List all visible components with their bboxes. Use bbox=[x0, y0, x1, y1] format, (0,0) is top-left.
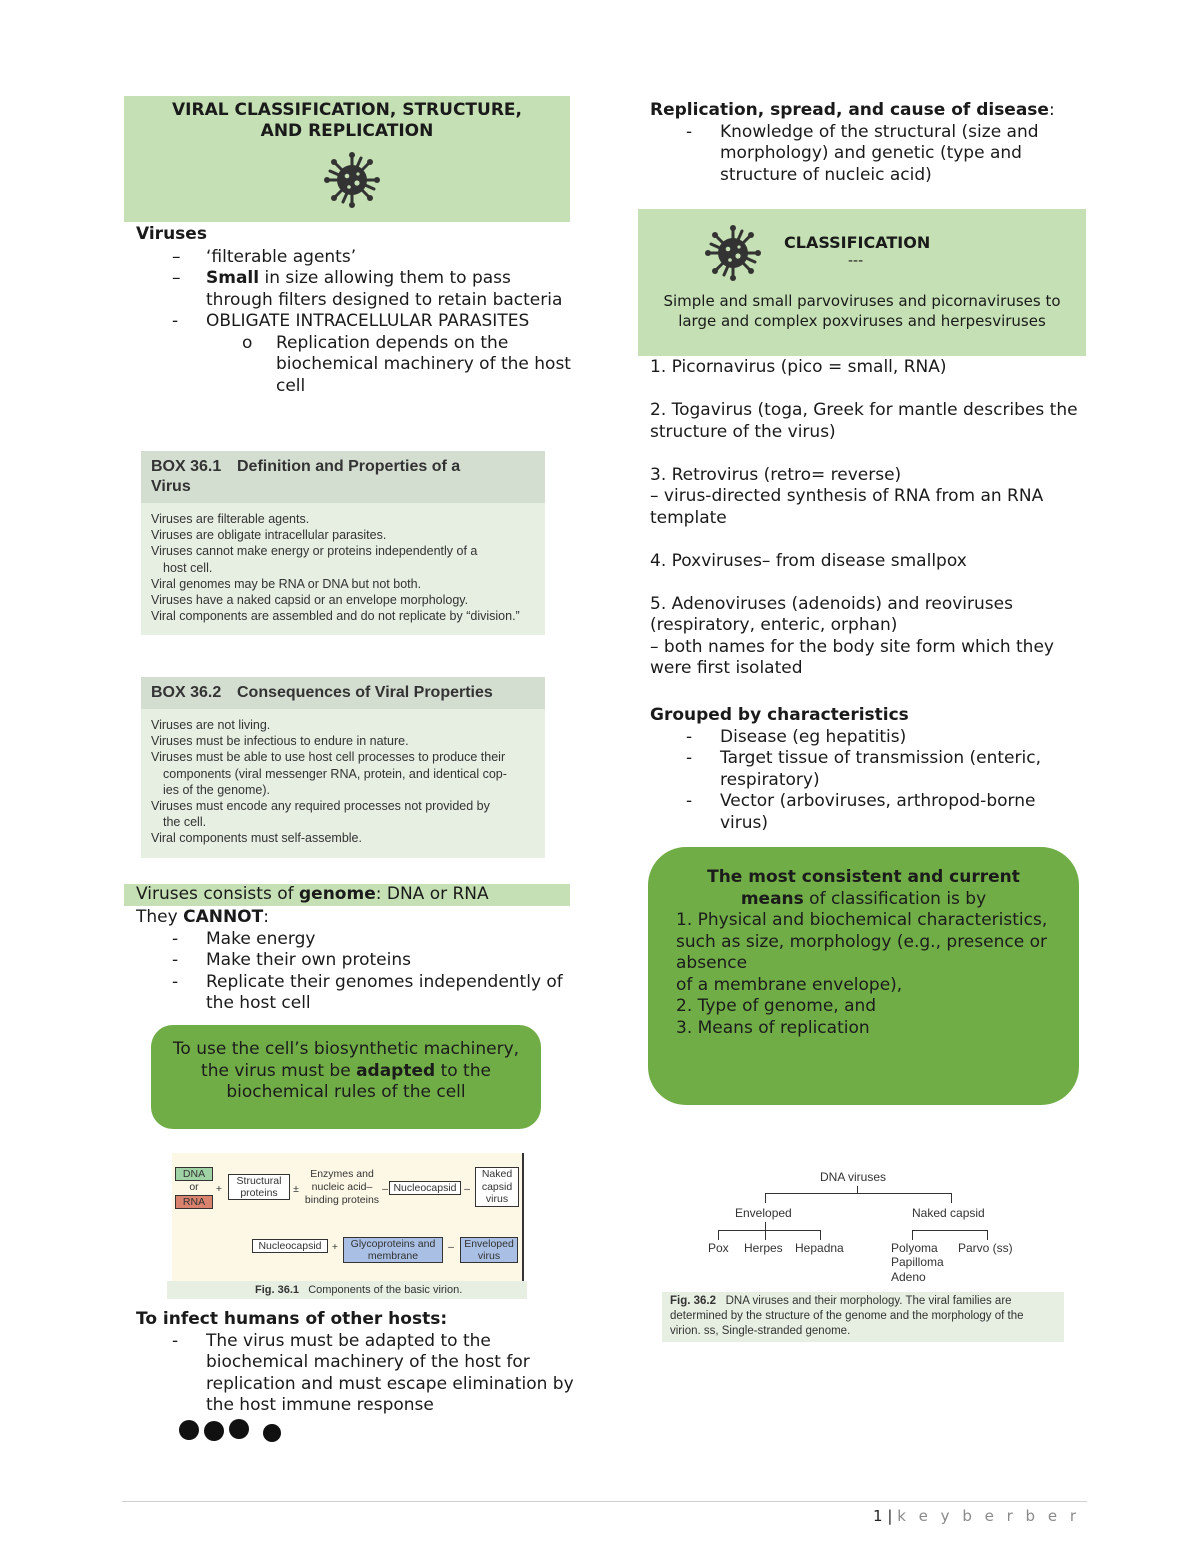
replication-heading: Replication, spread, and cause of disease: bbox=[650, 100, 1055, 120]
box-line: Viral components are assembled and do not replicate by “division.” bbox=[151, 609, 520, 624]
list-item: – Small in size allowing them to pass through filters designed to retain bacteria bbox=[136, 268, 576, 311]
page-number: 1 bbox=[873, 1507, 883, 1525]
callout-line: 2. Type of genome, and bbox=[676, 996, 877, 1016]
decorative-dots-icon bbox=[176, 1418, 288, 1444]
classification-desc: Simple and small parvoviruses and picornaviruses to large and complex poxviruses and herpesviruses bbox=[663, 292, 1061, 330]
infect-section bbox=[136, 1309, 576, 1417]
tree-naked-capsid: Naked capsid bbox=[912, 1206, 985, 1220]
tree-line bbox=[987, 1230, 988, 1240]
cannot-list bbox=[136, 929, 576, 1015]
callout-heading-cont: means of classification is by bbox=[740, 888, 987, 909]
genome-highlight: Viruses consists of genome: DNA or RNA bbox=[124, 884, 570, 906]
adapted-callout: To use the cell’s biosynthetic machinery, the virus must be adapted to the biochemical rules of the cell bbox=[151, 1025, 541, 1129]
replication-section bbox=[650, 100, 1080, 186]
enzymes-text: Enzymes and nucleic acid– binding proteins bbox=[304, 1168, 380, 1206]
box-line: Viral components must self-assemble. bbox=[151, 831, 362, 846]
footer-separator: | bbox=[887, 1507, 893, 1525]
sub-list-item: o Replication depends on the biochemical machinery of the host cell bbox=[242, 332, 571, 396]
box-line: Viruses must be infectious to endure in nature. bbox=[151, 734, 409, 749]
tree-adeno: Adeno bbox=[891, 1270, 926, 1284]
box-36-2 bbox=[141, 677, 545, 858]
tree-herpes: Herpes bbox=[744, 1241, 783, 1255]
tree-line bbox=[765, 1193, 766, 1203]
list-item: - Replicate their genomes independently of the host cell bbox=[136, 972, 576, 1015]
rna-box: RNA bbox=[175, 1195, 213, 1209]
tree-line bbox=[912, 1230, 913, 1240]
list-item: - Disease (eg hepatitis) bbox=[650, 727, 1080, 749]
tree-papilloma: Papilloma bbox=[891, 1255, 944, 1269]
naked-capsid-box: Naked capsid virus bbox=[475, 1167, 519, 1207]
arrow-dash: – bbox=[382, 1183, 388, 1195]
dna-box: DNA bbox=[175, 1167, 213, 1181]
box-line: Viruses are obligate intracellular parasites. bbox=[151, 528, 387, 543]
box-number: BOX 36.2 bbox=[151, 684, 222, 701]
list-item: 2. Togavirus (toga, Greek for mantle describes the structure of the virus) bbox=[650, 400, 1078, 442]
list-item: - OBLIGATE INTRACELLULAR PARASITES bbox=[136, 311, 576, 333]
footer-brand: k e y b e r b e r bbox=[897, 1507, 1080, 1525]
circle-bullet: o bbox=[242, 332, 253, 353]
box-line: Viruses cannot make energy or proteins independently of a bbox=[151, 544, 478, 559]
box-line: Viruses must be able to use host cell processes to produce their bbox=[151, 750, 506, 765]
list-item: – ‘filterable agents’ bbox=[136, 247, 576, 269]
fig-36-2-caption: Fig. 36.2 DNA viruses and their morphology. The viral families are determined by the structure of the genome and the morphology of the virion. ss, Single-stranded genome. bbox=[662, 1292, 1064, 1342]
structural-proteins-box: Structural proteins bbox=[228, 1174, 290, 1200]
box-line: Viruses are filterable agents. bbox=[151, 512, 310, 526]
cannot-section bbox=[136, 907, 576, 1015]
callout-line: 3. Means of replication bbox=[676, 1017, 870, 1038]
list-item: – both names for the body site form which they were first isolated bbox=[650, 636, 1054, 678]
glycoproteins-box: Glycoproteins and membrane bbox=[343, 1237, 443, 1263]
box-line: Viruses are not living. bbox=[151, 718, 271, 732]
classification-dashes: --- bbox=[848, 253, 864, 269]
list-item: - Target tissue of transmission (enteric, respiratory) bbox=[650, 748, 1080, 791]
plus-minus-sign: ± bbox=[293, 1183, 299, 1195]
title-banner bbox=[124, 96, 570, 222]
arrow-dash: – bbox=[464, 1183, 470, 1195]
classification-banner bbox=[638, 209, 1086, 356]
viruses-list bbox=[136, 247, 576, 333]
plus-sign: + bbox=[331, 1241, 339, 1253]
list-item: – virus-directed synthesis of RNA from an RNA template bbox=[650, 486, 1044, 528]
box-line: host cell. bbox=[163, 560, 213, 575]
grouped-section bbox=[650, 705, 1080, 834]
grouped-list bbox=[650, 727, 1080, 835]
box-title: Consequences of Viral Properties bbox=[237, 684, 493, 701]
list-item: 1. Picornavirus (pico = small, RNA) bbox=[650, 357, 947, 377]
box-title-cont: Virus bbox=[151, 478, 191, 495]
virus-icon bbox=[704, 224, 762, 282]
or-text: or bbox=[189, 1181, 199, 1193]
box-line: Viruses must encode any required processes not provided by bbox=[151, 799, 490, 814]
tree-line bbox=[951, 1193, 952, 1203]
box-36-1 bbox=[141, 451, 545, 635]
nucleocapsid-box: Nucleocapsid bbox=[389, 1181, 461, 1195]
doc-title-line1: VIRAL CLASSIFICATION, STRUCTURE, bbox=[172, 100, 522, 120]
tree-parvo: Parvo (ss) bbox=[958, 1241, 1013, 1255]
tree-line bbox=[718, 1230, 821, 1231]
consistent-callout bbox=[648, 847, 1079, 1105]
fig-36-1-caption: Fig. 36.1 Components of the basic virion. bbox=[167, 1281, 527, 1299]
infect-heading: To infect humans of other hosts: bbox=[136, 1309, 448, 1329]
footer bbox=[873, 1507, 1080, 1525]
classification-title: CLASSIFICATION bbox=[784, 233, 931, 252]
callout-line: 1. Physical and biochemical characteristics, bbox=[676, 910, 1048, 930]
classification-list bbox=[650, 357, 1080, 680]
viruses-section bbox=[136, 224, 576, 397]
list-item: - Make energy bbox=[136, 929, 576, 951]
box-line: the cell. bbox=[163, 815, 207, 830]
small-bold: Small bbox=[206, 268, 260, 288]
box-line: ies of the genome). bbox=[163, 782, 271, 797]
tree-root: DNA viruses bbox=[820, 1170, 887, 1184]
doc-title-line2: AND REPLICATION bbox=[260, 121, 434, 141]
tree-line bbox=[820, 1230, 821, 1240]
tree-polyoma: Polyoma bbox=[891, 1241, 938, 1255]
list-item: - Vector (arboviruses, arthropod-borne virus) bbox=[650, 791, 1080, 834]
list-item: - Make their own proteins bbox=[136, 950, 576, 972]
tree-enveloped: Enveloped bbox=[735, 1206, 792, 1220]
box-line: components (viral messenger RNA, protein, and identical cop- bbox=[163, 766, 507, 781]
list-item: 3. Retrovirus (retro= reverse) bbox=[650, 464, 902, 485]
box-title: Definition and Properties of a bbox=[237, 458, 461, 475]
footer-divider bbox=[122, 1501, 1087, 1502]
nucleocapsid-box-2: Nucleocapsid bbox=[252, 1239, 328, 1253]
enveloped-virus-box: Enveloped virus bbox=[460, 1237, 518, 1263]
tree-line bbox=[912, 1230, 988, 1231]
plus-sign: + bbox=[215, 1183, 223, 1195]
replication-list bbox=[650, 122, 1080, 187]
list-item: 5. Adenoviruses (adenoids) and reoviruses (respiratory, enteric, orphan) bbox=[650, 593, 1013, 635]
tree-line bbox=[718, 1230, 719, 1240]
grouped-heading: Grouped by characteristics bbox=[650, 705, 909, 725]
list-item: - Knowledge of the structural (size and morphology) and genetic (type and structure of nucleic acid) bbox=[650, 122, 1080, 187]
callout-line: of a membrane envelope), bbox=[676, 974, 903, 995]
list-item: 4. Poxviruses– from disease smallpox bbox=[650, 550, 967, 571]
tree-pox: Pox bbox=[708, 1241, 729, 1255]
list-item: - The virus must be adapted to the biochemical machinery of the host for replication and must escape elimination by the host immune response bbox=[136, 1331, 576, 1417]
box-line: Viral genomes may be RNA or DNA but not both. bbox=[151, 576, 422, 591]
box-number: BOX 36.1 bbox=[151, 458, 222, 475]
infect-list bbox=[136, 1331, 576, 1417]
tree-hepadna: Hepadna bbox=[795, 1241, 844, 1255]
tree-line bbox=[765, 1193, 952, 1194]
cannot-heading: They CANNOT: bbox=[136, 907, 269, 927]
callout-heading: The most consistent and current bbox=[707, 867, 1020, 887]
tree-line bbox=[765, 1222, 766, 1240]
virus-icon bbox=[323, 151, 381, 209]
arrow-dash: – bbox=[448, 1241, 454, 1253]
viruses-heading: Viruses bbox=[136, 224, 207, 244]
callout-line: such as size, morphology (e.g., presence or absence bbox=[676, 931, 1047, 973]
box-line: Viruses have a naked capsid or an envelope morphology. bbox=[151, 593, 469, 608]
